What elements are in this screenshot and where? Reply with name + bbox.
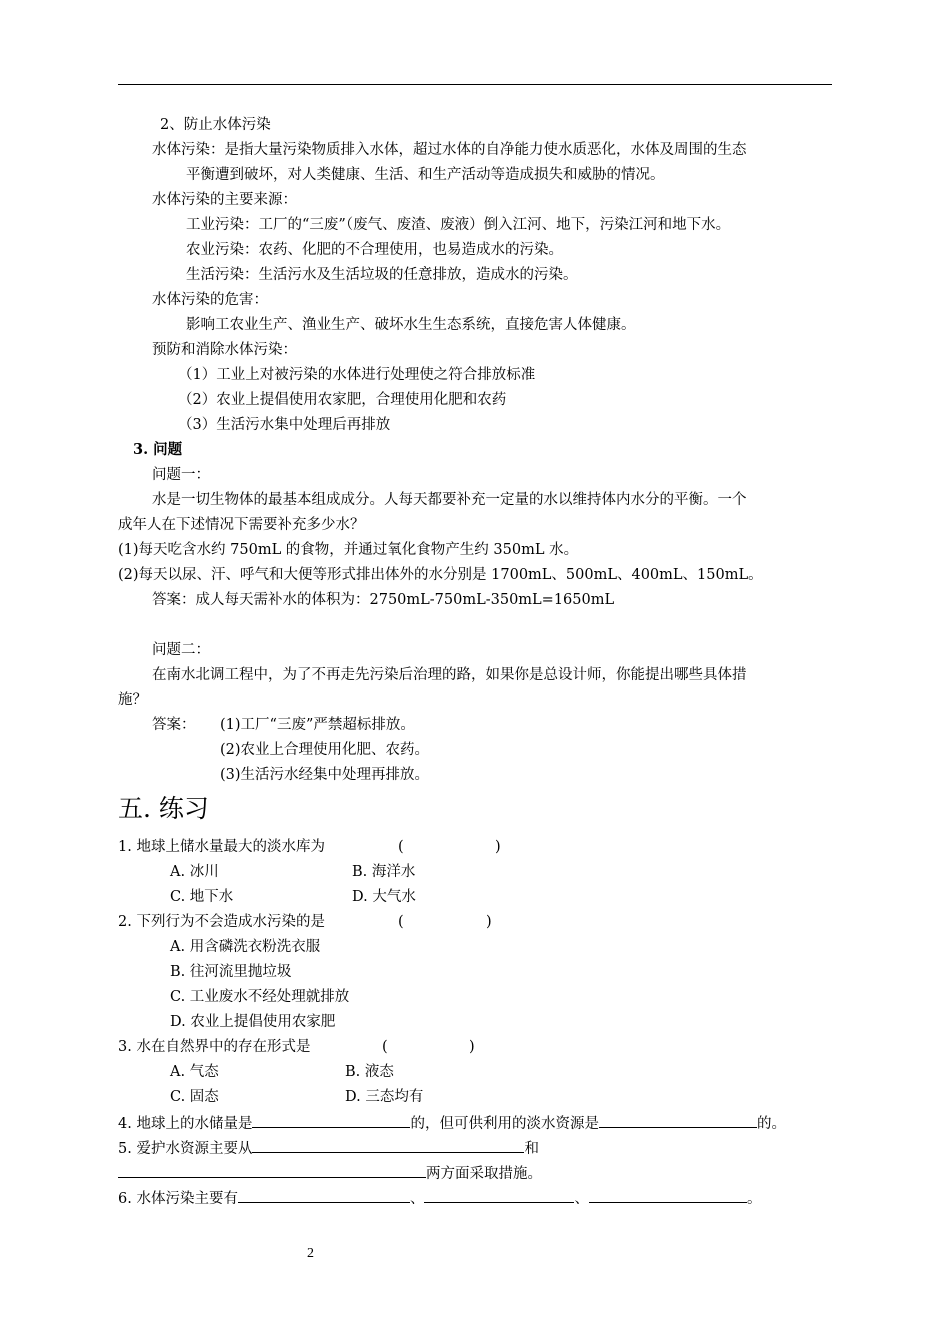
- exercise-6-end: 。: [746, 1191, 762, 1207]
- exercise-5-line2: [118, 1162, 542, 1184]
- q2-answer-label: 答案：: [152, 717, 196, 733]
- q1-title: 问题一：: [152, 467, 210, 483]
- exercise-6: [118, 1187, 761, 1209]
- sources-title: 水体污染的主要来源：: [152, 192, 297, 208]
- q2-answer-2: (2)农业上合理使用化肥、农药。: [220, 742, 430, 758]
- header-rule: [118, 84, 832, 85]
- exercise-2-option-b: B. 往河流里抛垃圾: [170, 964, 292, 980]
- prevent-item-3: （3）生活污水集中处理后再排放: [178, 417, 391, 433]
- exercise-1-option-d: D. 大气水: [352, 889, 416, 905]
- source-domestic: 生活污染：生活污水及生活垃圾的任意排放，造成水的污染。: [186, 267, 578, 283]
- exercise-5-text-2: 和: [524, 1141, 539, 1157]
- exercise-2-paren-open: (: [398, 914, 404, 930]
- exercise-2-option-d: D. 农业上提倡使用农家肥: [170, 1014, 336, 1030]
- section-heading-questions: 3. 问题: [133, 441, 183, 458]
- exercise-1-option-c: C. 地下水: [170, 889, 234, 905]
- exercise-2-paren-close: ): [486, 914, 492, 930]
- exercise-1-option-b: B. 海洋水: [352, 864, 416, 880]
- prevent-item-1: （1）工业上对被污染的水体进行处理使之符合排放标准: [178, 367, 536, 383]
- exercise-4: [118, 1112, 786, 1134]
- exercise-3-paren-open: (: [382, 1039, 388, 1055]
- exercise-4-text-1: 4. 地球上的水储量是: [118, 1116, 253, 1132]
- q2-title: 问题二：: [152, 642, 210, 658]
- source-agricultural: 农业污染：农药、化肥的不合理使用，也易造成水的污染。: [186, 242, 563, 258]
- exercise-5-line1: [118, 1137, 539, 1159]
- pollution-definition-line1: 水体污染：是指大量污染物质排入水体，超过水体的自净能力使水质恶化，水体及周围的生态: [152, 142, 747, 158]
- exercise-3-option-b: B. 液态: [345, 1064, 394, 1080]
- exercise-4-text-3: 的。: [756, 1116, 786, 1132]
- q1-line1: 水是一切生物体的最基本组成成分。人每天都要补充一定量的水以维持体内水分的平衡。一个: [152, 492, 747, 508]
- harm-title: 水体污染的危害：: [152, 292, 268, 308]
- exercise-6-sep-1: 、: [409, 1191, 425, 1207]
- q2-line1: 在南水北调工程中，为了不再走先污染后治理的路，如果你是总设计师，你能提出哪些具体措: [152, 667, 747, 683]
- exercise-6-blank-1[interactable]: [238, 1187, 410, 1203]
- q2-line2: 施？: [118, 692, 147, 708]
- exercise-3-option-d: D. 三态均有: [345, 1089, 424, 1105]
- prevent-item-2: （2）农业上提倡使用农家肥，合理使用化肥和农药: [178, 392, 507, 408]
- exercise-1-option-a: A. 冰川: [170, 864, 219, 880]
- exercise-1-paren-open: (: [398, 839, 404, 855]
- q2-answer-1: (1)工厂“三废”严禁超标排放。: [220, 717, 415, 733]
- q2-answer-3: (3)生活污水经集中处理再排放。: [220, 767, 430, 783]
- section-heading-pollution: 2、防止水体污染: [160, 117, 271, 133]
- section-heading-exercises: 五. 练习: [118, 794, 209, 823]
- exercise-5-blank-1[interactable]: [252, 1137, 524, 1153]
- exercise-3-stem: 3. 水在自然界中的存在形式是: [118, 1039, 311, 1055]
- q1-line2: 成年人在下述情况下需要补充多少水？: [118, 517, 365, 533]
- exercise-6-sep-2: 、: [574, 1191, 589, 1207]
- exercise-5-blank-2[interactable]: [118, 1162, 426, 1178]
- exercise-3-option-a: A. 气态: [170, 1064, 219, 1080]
- exercise-4-blank-2[interactable]: [599, 1112, 757, 1128]
- exercise-1-stem: 1. 地球上储水量最大的淡水库为: [118, 839, 325, 855]
- page-number: 2: [307, 1246, 314, 1261]
- q1-answer: 答案：成人每天需补水的体积为：2750mL-750mL-350mL=1650mL: [152, 592, 615, 608]
- exercise-2-stem: 2. 下列行为不会造成水污染的是: [118, 914, 325, 930]
- exercise-5-text-3: 两方面采取措施。: [426, 1166, 542, 1182]
- exercise-4-text-2: 的，但可供利用的淡水资源是: [410, 1116, 599, 1132]
- pollution-definition-line2: 平衡遭到破坏，对人类健康、生活、和生产活动等造成损失和威胁的情况。: [186, 167, 665, 183]
- exercise-1-paren-close: ): [495, 839, 501, 855]
- exercise-6-blank-3[interactable]: [589, 1187, 747, 1203]
- exercise-6-text-1: 6. 水体污染主要有: [118, 1191, 238, 1207]
- prevent-title: 预防和消除水体污染：: [152, 342, 297, 358]
- harm-text: 影响工农业生产、渔业生产、破坏水生生态系统，直接危害人体健康。: [186, 317, 636, 333]
- exercise-5-text-1: 5. 爱护水资源主要从: [118, 1141, 253, 1157]
- q1-item1: (1)每天吃含水约 750mL 的食物，并通过氧化食物产生约 350mL 水。: [118, 542, 579, 558]
- exercise-3-paren-close: ): [469, 1039, 475, 1055]
- exercise-4-blank-1[interactable]: [252, 1112, 410, 1128]
- q1-item2: (2)每天以尿、汗、呼气和大便等形式排出体外的水分别是 1700mL、500mL、400mL、150mL。: [118, 567, 763, 583]
- exercise-6-blank-2[interactable]: [424, 1187, 574, 1203]
- exercise-2-option-a: A. 用含磷洗衣粉洗衣服: [170, 939, 321, 955]
- source-industrial: 工业污染：工厂的“三废”（废气、废渣、废液）倒入江河、地下，污染江河和地下水。: [186, 217, 731, 233]
- exercise-2-option-c: C. 工业废水不经处理就排放: [170, 989, 350, 1005]
- exercise-3-option-c: C. 固态: [170, 1089, 219, 1105]
